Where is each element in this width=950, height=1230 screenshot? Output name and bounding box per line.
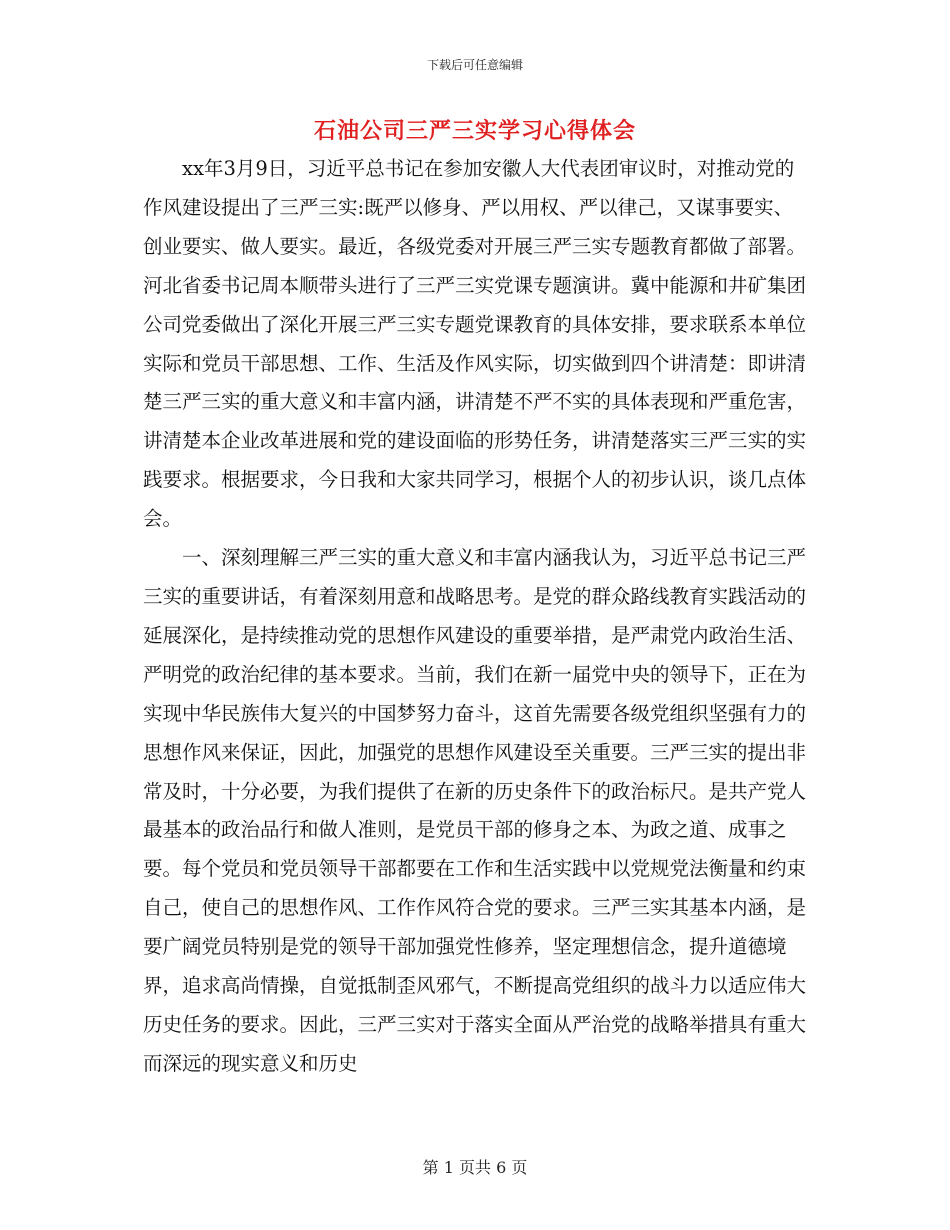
page-number: 第 1 页共 6 页	[422, 1158, 528, 1177]
paragraph: xx年3月9日，习近平总书记在参加安徽人大代表团审议时，对推动党的作风建设提出了三严三实:既严以修身、严以用权、严以律己，又谋事要实、创业要实、做人要实。最近，各级党委对开展三严三实专题教育都做了部署。河北省委书记周本顺带头进行了三严三实党课专题演讲。冀中能源和井矿集团公司党委做出了深化开展三严三实专题党课教育的具体安排，要求联系本单位实际和党员干部思想、工作、生活及作风实际，切实做到四个讲清楚：即讲清楚三严三实的重大意义和丰富内涵，讲清楚不严不实的具体表现和严重危害，讲清楚本企业改革进展和党的建设面临的形势任务，讲清楚落实三严三实的实践要求。根据要求，今日我和大家共同学习，根据个人的初步认识，谈几点体会。	[143, 157, 807, 531]
header-note: 下载后可任意编辑	[426, 58, 523, 72]
document-title: 石油公司三严三实学习心得体会	[313, 119, 636, 144]
document-body	[143, 150, 807, 1084]
paragraph: 一、深刻理解三严三实的重大意义和丰富内涵我认为，习近平总书记三严三实的重要讲话，有着深刻用意和战略思考。是党的群众路线教育实践活动的延展深化，是持续推动党的思想作风建设的重要举措，是严肃党内政治生活、严明党的政治纪律的基本要求。当前，我们在新一届党中央的领导下，正在为实现中华民族伟大复兴的中国梦努力奋斗，这首先需要各级党组织坚强有力的思想作风来保证，因此，加强党的思想作风建设至关重要。三严三实的提出非常及时，十分必要，为我们提供了在新的历史条件下的政治标尺。是共产党人最基本的政治品行和做人准则，是党员干部的修身之本、为政之道、成事之要。每个党员和党员领导干部都要在工作和生活实践中以党规党法衡量和约束自己，使自己的思想作风、工作作风符合党的要求。三严三实其基本内涵，是要广阔党员特别是党的领导干部加强党性修养，坚定理想信念，提升道德境界，追求高尚情操，自觉抵制歪风邪气，不断提高党组织的战斗力以适应伟大历史任务的要求。因此，三严三实对于落实全面从严治党的战略举措具有重大而深远的现实意义和历史	[143, 546, 807, 1075]
